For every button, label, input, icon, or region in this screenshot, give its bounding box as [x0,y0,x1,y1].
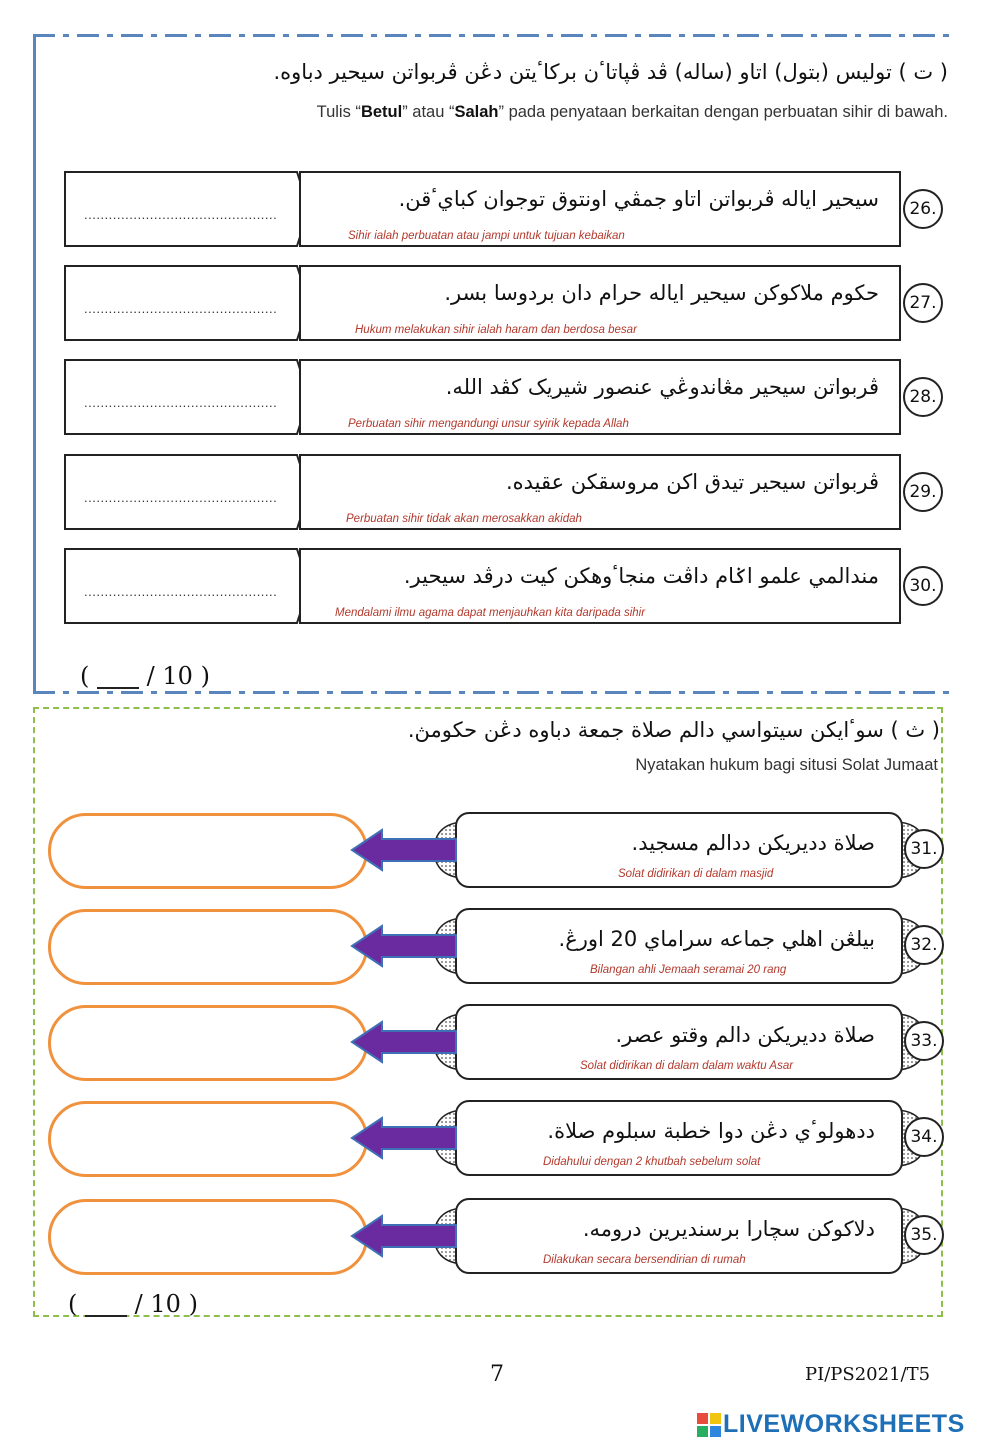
question-number: 32. [904,925,944,965]
liveworksheets-logo-text: LIVEWORKSHEETS [723,1410,965,1438]
statement-jawi: مندالمي علمو اݢام داڤت منجاٴوهكن كيت درڤد سيحير. [403,564,879,588]
answer-box[interactable] [64,359,310,435]
answer-oval[interactable] [48,1101,368,1177]
question-number: 27. [903,283,943,323]
situation-jawi: بيلڠن اهلي جماعه سراماي 20 اورڠ. [558,927,875,951]
arrow-left-icon [350,1116,460,1160]
question-number: 31. [904,829,944,869]
statement-translation: Sihir ialah perbuatan atau jampi untuk tujuan kebaikan [348,230,625,242]
question-number: 26. [903,189,943,229]
section-b-score-blank[interactable] [85,1295,127,1317]
answer-box[interactable] [64,265,310,341]
answer-blank[interactable]: ............................................... [84,301,278,316]
arrow-left-icon [350,1020,460,1064]
arrow-left-icon [350,828,460,872]
situation-jawi: ددهولوٴي دڠن دوا خطبة سبلوم صلاة. [547,1119,875,1143]
section-b-title: ( ث ) سوٴايكن سيتواسي دالم صلاة جمعة دباوه دڠن حكومڽ. [407,718,940,742]
answer-blank[interactable]: ............................................... [84,207,278,222]
question-number: 29. [903,472,943,512]
situation-translation: Solat didirikan di dalam dalam waktu Asar [580,1060,794,1072]
arrow-left-icon [350,924,460,968]
situation-translation: Bilangan ahli Jemaah seramai 20 rang [590,964,787,976]
statement-translation: Hukum melakukan sihir ialah haram dan berdosa besar [355,324,637,336]
situation-translation: Didahului dengan 2 khutbah sebelum solat [543,1156,761,1168]
statement-jawi: ڤربواتن سيحير مڠاندوڠي عنصور شيريک كڤد الله. [445,375,879,399]
statement-jawi: ڤربواتن سيحير تيدق اكن مروسقكن عقيده. [505,470,879,494]
arrow-left-icon [350,1214,460,1258]
answer-box[interactable] [64,171,310,247]
question-number: 34. [904,1117,944,1157]
section-b-score: ( / 10 ) [68,1290,198,1318]
answer-oval[interactable] [48,909,368,985]
section-b-instruction: Nyatakan hukum bagi situsi Solat Jumaat [635,756,938,774]
question-number: 30. [903,566,943,606]
statement-translation: Perbuatan sihir tidak akan merosakkan akidah [346,513,582,525]
answer-blank[interactable]: ............................................... [84,395,278,410]
answer-box[interactable] [64,548,310,624]
answer-blank[interactable]: ............................................... [84,490,278,505]
answer-oval[interactable] [48,1199,368,1275]
answer-box[interactable] [64,454,310,530]
liveworksheets-logo [697,1410,989,1440]
question-number: 33. [904,1021,944,1061]
section-a-score: ( / 10 ) [80,662,210,690]
question-number: 35. [904,1215,944,1255]
statement-jawi: حكوم ملاكوكن سيحير اياله حرام دان بردوسا بسر. [444,281,879,305]
situation-jawi: صلاة دديريكن ددالم مسجيد. [631,831,875,855]
section-a-score-blank[interactable] [97,667,139,689]
statement-translation: Mendalami ilmu agama dapat menjauhkan kita daripada sihir [335,607,646,619]
statement-jawi: سيحير اياله ڤربواتن اتاو جمڤي اونتوق توجوان كبايٴقن. [398,187,879,211]
section-a-title: ( ت ) توليس (بتول) اتاو (ساله) ڤد ڤپاتاٴن بركاٴيتن دڠن ڤربواتن سيحير دباوه. [273,60,948,84]
statement-translation: Perbuatan sihir mengandungi unsur syirik kepada Allah [348,418,629,430]
answer-oval[interactable] [48,1005,368,1081]
question-number: 28. [903,377,943,417]
answer-oval[interactable] [48,813,368,889]
page-number: 7 [490,1362,504,1387]
situation-jawi: دلاكوكن سچارا برسنديرين درومه. [582,1217,875,1241]
section-a-instruction: Tulis “Betul” atau “Salah” pada penyataan berkaitan dengan perbuatan sihir di bawah. [316,103,948,121]
situation-translation: Solat didirikan di dalam masjid [618,868,774,880]
liveworksheets-logo-icon [697,1413,721,1437]
document-code: PI/PS2021/T5 [805,1364,931,1385]
situation-jawi: صلاة دديريكن دالم وقتو عصر. [615,1023,875,1047]
situation-translation: Dilakukan secara bersendirian di rumah [543,1254,746,1266]
answer-blank[interactable]: ............................................... [84,584,278,599]
